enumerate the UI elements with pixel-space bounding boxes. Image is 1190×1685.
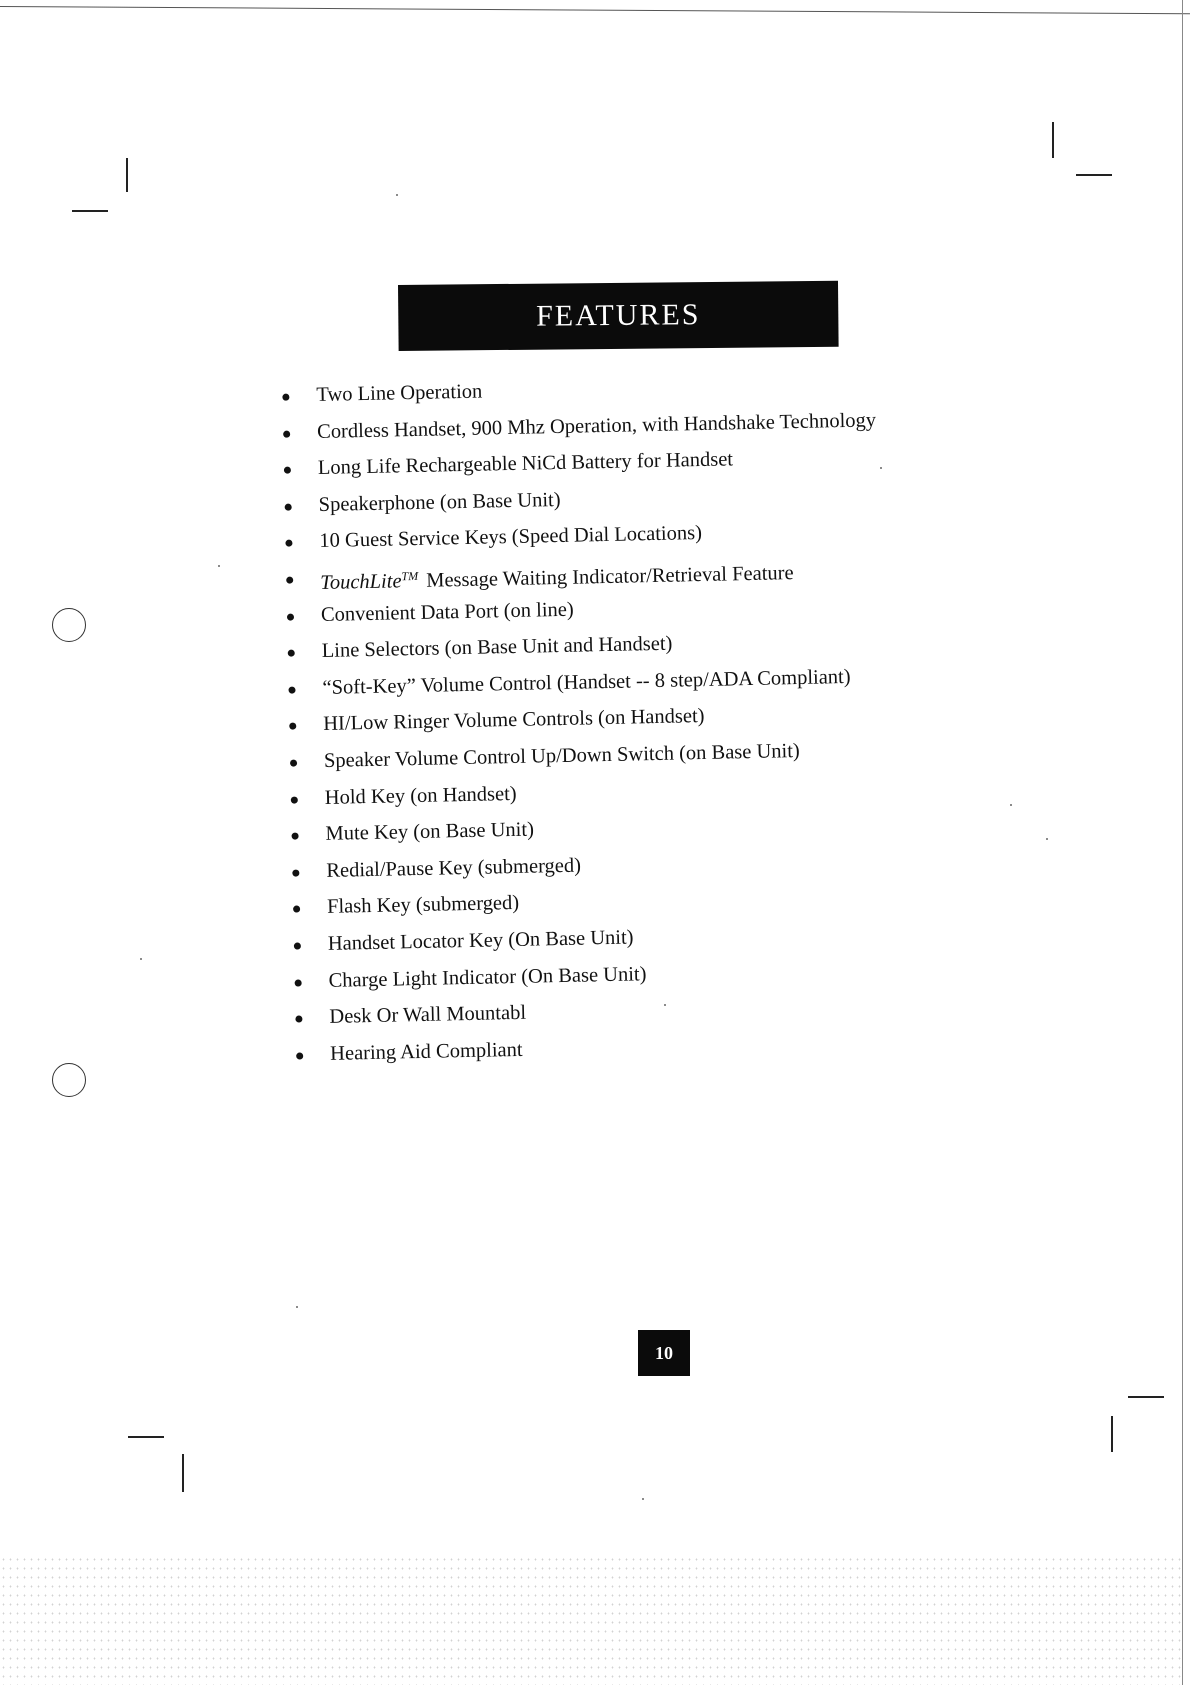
crop-mark-top-right-vertical bbox=[1052, 122, 1054, 158]
feature-text: Message Waiting Indicator/Retrieval Feature bbox=[425, 562, 794, 592]
scan-speck bbox=[642, 1498, 644, 1500]
feature-text: Line Selectors (on Base Unit and Handset) bbox=[321, 632, 673, 663]
bullet-icon bbox=[296, 1052, 303, 1059]
scan-speck bbox=[664, 1004, 666, 1006]
feature-text: Flash Key (submerged) bbox=[326, 892, 520, 919]
bullet-icon bbox=[294, 942, 301, 949]
feature-text: Speaker Volume Control Up/Down Switch (on Base Unit) bbox=[323, 739, 800, 772]
feature-text: HI/Low Ringer Volume Controls (on Handset) bbox=[323, 705, 705, 736]
bullet-icon bbox=[292, 869, 299, 876]
feature-text: Hold Key (on Handset) bbox=[324, 782, 517, 809]
bullet-icon bbox=[289, 723, 296, 730]
scan-speck bbox=[296, 1306, 298, 1308]
brand-name: TouchLite bbox=[320, 570, 402, 594]
right-edge-rule bbox=[1182, 0, 1183, 1685]
bullet-icon bbox=[292, 833, 299, 840]
bullet-icon bbox=[283, 430, 290, 437]
feature-text: Redial/Pause Key (submerged) bbox=[326, 854, 582, 882]
page-title: FEATURES bbox=[535, 298, 701, 333]
scan-speck bbox=[1046, 838, 1048, 840]
feature-text: Hearing Aid Compliant bbox=[329, 1038, 523, 1065]
crop-mark-bottom-left-horizontal bbox=[128, 1436, 164, 1438]
feature-text: 10 Guest Service Keys (Speed Dial Locations) bbox=[319, 522, 703, 553]
crop-mark-top-left-horizontal bbox=[72, 210, 108, 212]
feature-text: Desk Or Wall Mountabl bbox=[329, 1001, 527, 1028]
bullet-icon bbox=[295, 979, 302, 986]
crop-mark-bottom-right-vertical bbox=[1111, 1416, 1113, 1452]
scan-speck bbox=[140, 958, 142, 960]
punch-hole-upper bbox=[52, 608, 86, 642]
bullet-icon bbox=[287, 613, 294, 620]
crop-mark-bottom-right-horizontal bbox=[1128, 1396, 1164, 1398]
bullet-icon bbox=[286, 577, 293, 584]
bullet-icon bbox=[284, 467, 291, 474]
features-title-bar bbox=[398, 281, 839, 351]
top-edge-rule bbox=[0, 6, 1190, 14]
bullet-icon bbox=[282, 394, 289, 401]
feature-text: Mute Key (on Base Unit) bbox=[325, 818, 535, 846]
feature-text: Cordless Handset, 900 Mhz Operation, with Handshake Technology bbox=[316, 408, 877, 443]
bullet-icon bbox=[288, 686, 295, 693]
bullet-icon bbox=[293, 906, 300, 913]
trademark-symbol: TM bbox=[401, 568, 419, 584]
bullet-icon bbox=[290, 759, 297, 766]
crop-mark-top-right-horizontal bbox=[1076, 174, 1112, 176]
feature-text: “Soft-Key” Volume Control (Handset -- 8 step/ADA Compliant) bbox=[322, 665, 851, 699]
feature-text: Speakerphone (on Base Unit) bbox=[318, 488, 561, 516]
crop-mark-bottom-left-vertical bbox=[182, 1454, 184, 1492]
bullet-icon bbox=[285, 540, 292, 547]
scan-speck bbox=[218, 565, 220, 567]
bullet-icon bbox=[285, 503, 292, 510]
crop-mark-top-left-vertical bbox=[126, 158, 128, 192]
feature-text: Long Life Rechargeable NiCd Battery for Handset bbox=[317, 448, 734, 480]
features-list bbox=[270, 364, 964, 1073]
bullet-icon bbox=[288, 650, 295, 657]
scan-speck bbox=[396, 194, 398, 196]
scan-speck bbox=[880, 467, 882, 469]
feature-text: Two Line Operation bbox=[316, 380, 483, 407]
scan-noise-band bbox=[0, 1555, 1182, 1685]
feature-text: Handset Locator Key (On Base Unit) bbox=[327, 926, 634, 955]
page-number: 10 bbox=[638, 1330, 690, 1376]
punch-hole-lower bbox=[52, 1063, 86, 1097]
bullet-icon bbox=[295, 1016, 302, 1023]
bullet-icon bbox=[291, 796, 298, 803]
scan-speck bbox=[1010, 804, 1012, 806]
feature-text: Convenient Data Port (on line) bbox=[320, 598, 574, 626]
feature-text: Charge Light Indicator (On Base Unit) bbox=[328, 962, 647, 992]
